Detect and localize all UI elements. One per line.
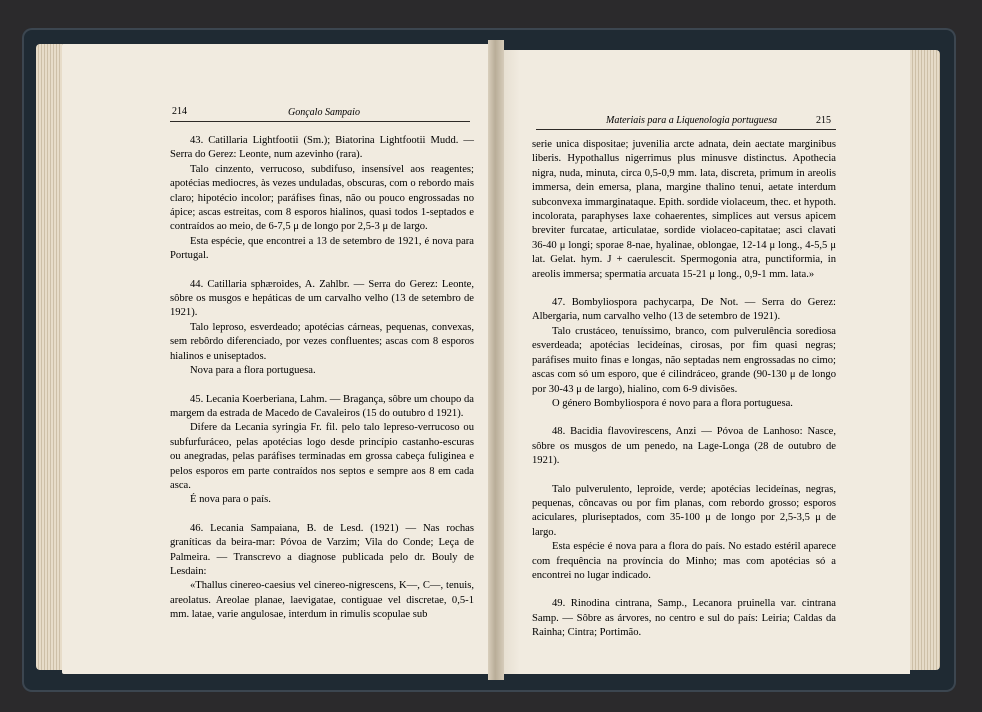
- left-running-head: Gonçalo Sampaio: [288, 107, 360, 118]
- left-header-rule: [170, 121, 470, 122]
- right-header-rule: [536, 129, 836, 130]
- right-page-number: 215: [816, 115, 831, 126]
- right-page-edges: [906, 50, 940, 670]
- entry-48-heading: 48. Bacidia flavovirescens, Anzi — Póvoa de Lanhoso: Nasce, sôbre os musgos de um penedo, na Lage-Longa (28 de outubro de 1921).: [532, 426, 836, 467]
- entry-43-heading: 43. Catillaria Lightfootii (Sm.); Biatorina Lightfootii Mudd. — Serra do Gerez: Leonte, num azevinho (rara).: [170, 135, 474, 161]
- entry-48-description: Talo pulverulento, leproide, verde; apotécias lecideínas, negras, pequenas, côncavas ou por fim planas, com rebordo grosso; esporos aciculares, pluriseptados, com 35-100 μ de longo por 2,5-3,5 μ de largo.: [532, 483, 836, 538]
- left-page-number: 214: [172, 106, 187, 117]
- entry-45-heading: 45. Lecania Koerberiana, Lahm. — Bragança, sôbre um choupo da margem da estrada de Macedo de Cavaleiros (15 do outubro d 1921).: [170, 393, 474, 419]
- entry-49-heading: 49. Rinodina cintrana, Samp., Lecanora pruinella var. cintrana Samp. — Sôbre as árvores, no centro e sul do país: Leiria; Caldas da Rainha; Cintra; Portimão.: [532, 598, 836, 639]
- entry-44-description: Talo leproso, esverdeado; apotécias cárneas, pequenas, convexas, sem rebôrdo diferenciado, por vezes confluentes; ascas com 8 esporos hialinos e uniseptados.: [170, 321, 474, 362]
- left-page-text: [170, 134, 474, 623]
- entry-46-heading: 46. Lecania Sampaiana, B. de Lesd. (1921) — Nas rochas graníticas da beira-mar: Póvoa de Varzim; Vila do Conde; Leça de Palmeira. — Transcrevo a diagnose publicada pelo dr. Bouly de Lesdain:: [170, 522, 474, 577]
- entry-48-note: Esta espécie é nova para a flora do país. No estado estéril aparece com frequência na província do Minho; mas com apotécias só a encontrei no lugar indicado.: [532, 541, 836, 581]
- entry-46-diagnosis-continued: serie unica dispositae; juvenilia arcte adnata, dein aectate marginibus liberis. Hypothallus nigerrimus plus minusve distinctus. Apothecia nigra, nuda, minuta, circa 0,5-0,9 mm. lata, discreta, primum in areolis immersa, dein emersa, plana, margine thalino tenui, aetate interdum subconvexa immarginataque. Epith. sordide violaceum, thec. et hypoth. incolorata, paraphyses laxe cohaerentes, simplices aut versus apicem breviter furcatae, articulatae, sordide violaceo-capitatae; asci clavati 36-40 μ longi; sporae 8-nae, hyalinae, oblongae, 12-14 μ long., 4-5,5 μ lat. Gelat. hym. J + caerulescit. Spermogonia atra, punctiformia, in areolis immersa; spermatia arcuata 15-21 μ long., 0,9-1 mm. lata.»: [532, 139, 836, 280]
- entry-43-note: Esta espécie, que encontrei a 13 de setembro de 1921, é nova para Portugal.: [170, 235, 474, 262]
- entry-47-heading: 47. Bombyliospora pachycarpa, De Not. — Serra do Gerez: Albergaria, num carvalho velho (13 de setembro de 1921).: [532, 297, 836, 323]
- entry-45-note: É nova para o país.: [190, 494, 271, 506]
- entry-47-description: Talo crustáceo, tenuíssimo, branco, com pulverulência sorediosa esverdeada; apotécias lecideínas, cirosas, por fim quasi negras; paráfises muito finas e longas, não septadas nem engrossadas no cimo; ascas com só um esporo, que é cilindráceo, grande (90-130 μ de longo por 30-43 μ de largo), hialino, com 6-9 divisões.: [532, 325, 836, 395]
- right-running-head: Materiais para a Liquenologia portuguesa: [606, 115, 778, 126]
- entry-44-heading: 44. Catillaria sphæroides, A. Zahlbr. — Serra do Gerez: Leonte, sôbre os musgos e hepáticas de um carvalho velho (13 de setembro de 1921).: [170, 278, 474, 319]
- entry-44-note: Nova para a flora portuguesa.: [190, 365, 316, 377]
- entry-45-description: Difere da Lecania syringia Fr. fil. pelo talo lepreso-verrucoso ou subfurfuráceo, pelas apotécias logo desde princípio castanho-escuras ou anegradas, pelas paráfises terminadas em grossa cabeça fuliginea e pelos esporos em parte contraídos nos septos e sempre aos 8 em cada asca.: [170, 422, 474, 491]
- entry-46-diagnosis: «Thallus cinereo-caesius vel cinereo-nigrescens, K—, C—, tenuis, areolatus. Areolae planae, laevigatae, contiguae vel discretae, 0,5-1 mm. latae, varie angulosae, interdum in rimulis scopulae sub: [170, 580, 474, 621]
- book-gutter: [488, 40, 504, 680]
- entry-43-description: Talo cinzento, verrucoso, subdifuso, insensível aos reagentes; apotécias mediocres, às vezes unduladas, obscuras, com o rebordo mais claro; hipotécio incolor; paráfises finas, não ou pouco engrossadas no ápice; ascas estreitas, com 8 esporos hialinos, quasi todos 1-septados e contraídos ao meio, de 6-7,5 μ de longo por 2,5-3 μ de largo.: [170, 163, 474, 233]
- entry-47-note: O género Bombyliospora é novo para a flora portuguesa.: [552, 397, 793, 409]
- right-page-text: [532, 138, 836, 641]
